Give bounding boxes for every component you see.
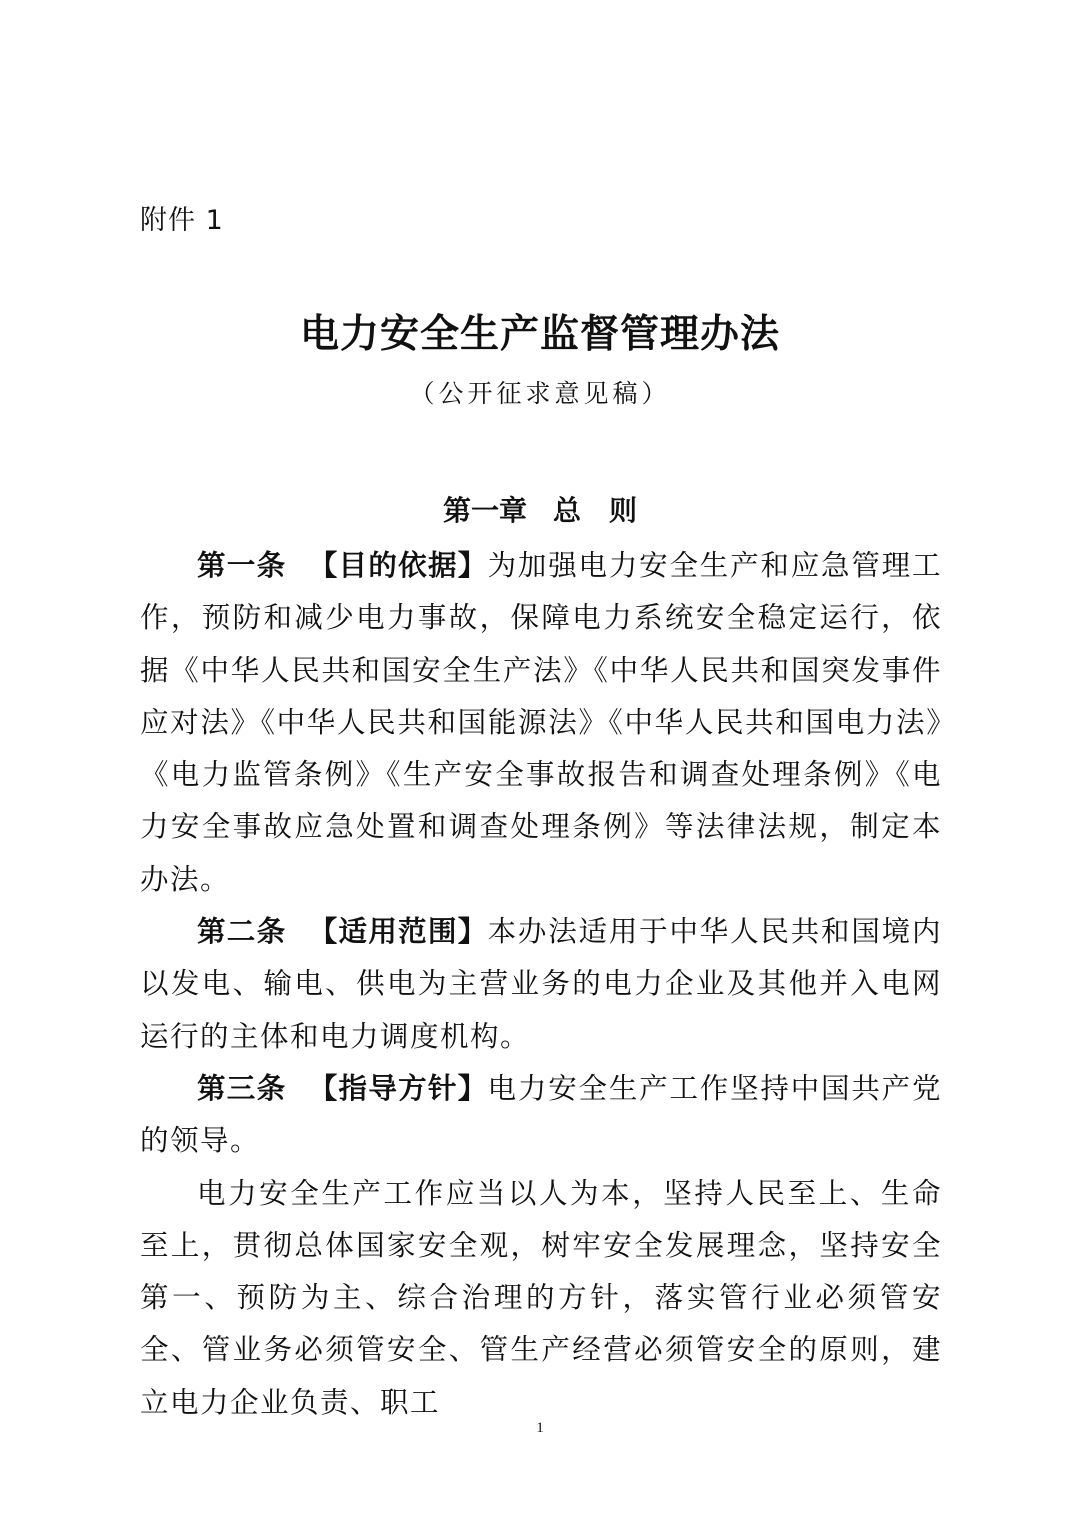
- document-body: [140, 540, 942, 1429]
- attachment-label: 附件 1: [140, 205, 224, 236]
- article-2: [140, 906, 942, 1063]
- article-1-heading: 【目的依据】: [308, 549, 488, 582]
- article-1-number: 第一条: [197, 549, 287, 582]
- article-3-number: 第三条: [197, 1071, 287, 1105]
- article-3-text: 电力安全生产工作坚持中国共产党的领导。: [140, 1071, 942, 1158]
- article-2-text: 本办法适用于中华人民共和国境内以发电、输电、供电为主营业务的电力企业及其他并入电网运行的主体和电力调度机构。: [140, 915, 942, 1053]
- article-2-number: 第二条: [197, 915, 287, 949]
- continuation-paragraph: 电力安全生产工作应当以人为本，坚持人民至上、生命至上，贯彻总体国家安全观，树牢安全发展理念，坚持安全第一、预防为主、综合治理的方针，落实管行业必须管安全、管业务必须管安全、管生产经营必须管安全的原则，建立电力企业负责、职工: [140, 1176, 942, 1419]
- article-1: [140, 540, 942, 906]
- article-1-head: [197, 549, 488, 582]
- page-number: 1: [536, 1420, 544, 1436]
- article-2-head: [197, 915, 488, 948]
- chapter-title: 总 则: [553, 494, 638, 527]
- chapter-heading: [0, 492, 1080, 530]
- article-3: [140, 1063, 942, 1168]
- article-3-head: [197, 1072, 488, 1105]
- chapter-number: 第一章: [442, 494, 527, 527]
- article-2-heading: 【适用范围】: [308, 915, 488, 949]
- article-1-text: 为加强电力安全生产和应急管理工作，预防和减少电力事故，保障电力系统安全稳定运行，依据《中华人民共和国安全生产法》《中华人民共和国突发事件应对法》《中华人民共和国能源法》《中华人民共和国电力法》《电力监管条例》《生产安全事故报告和调查处理条例》《电力安全事故应急处置和调查处理条例》等法律法规，制定本办法。: [140, 549, 942, 896]
- document-subtitle: （公开征求意见稿）: [409, 379, 671, 408]
- article-3-heading: 【指导方针】: [308, 1071, 488, 1105]
- document-title: 电力安全生产监督管理办法: [299, 311, 780, 357]
